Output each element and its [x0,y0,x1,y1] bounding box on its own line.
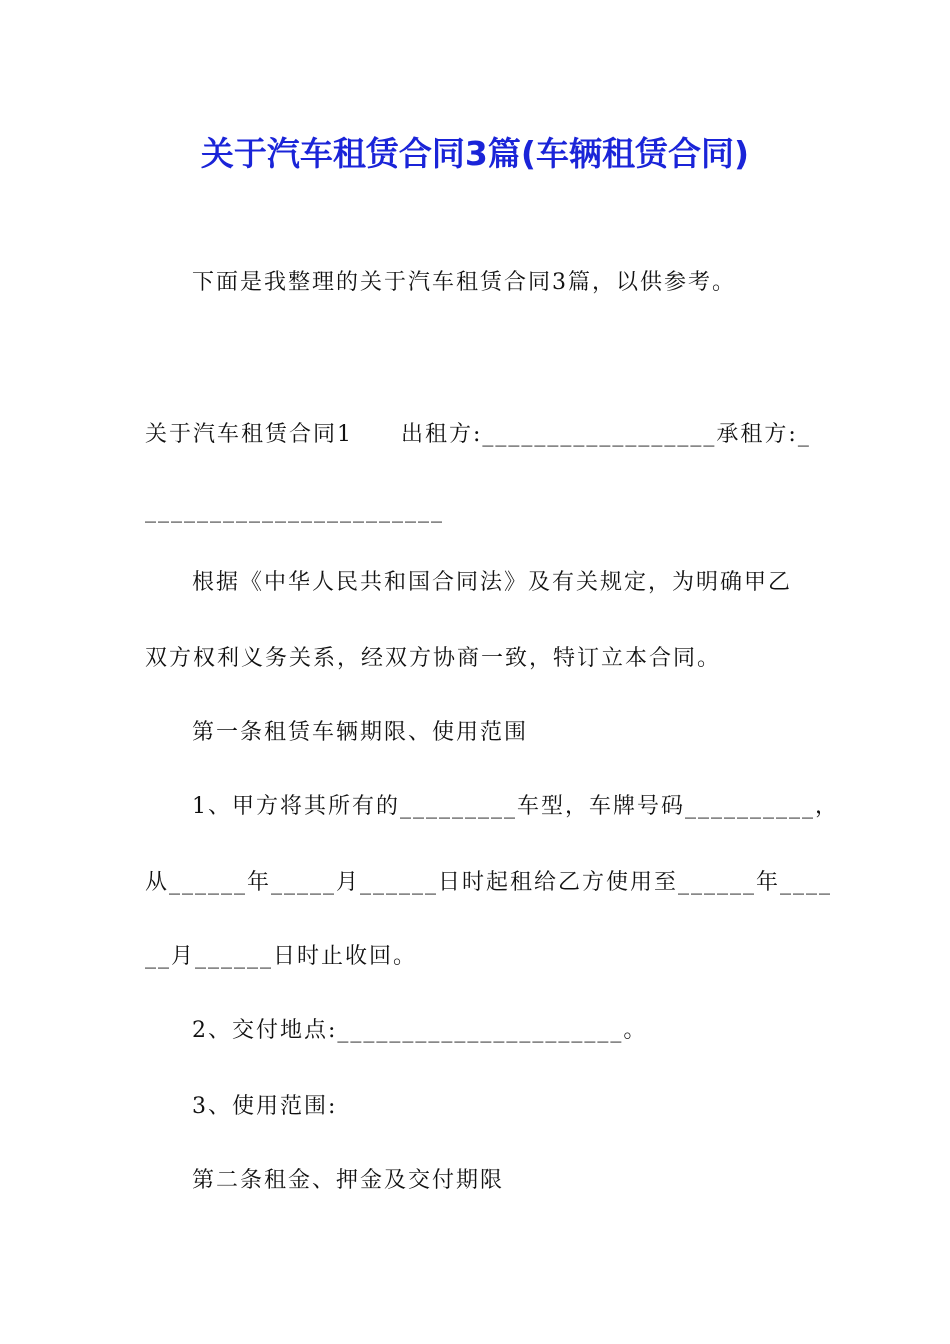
clause-1-line-1: 1、甲方将其所有的_________车型，车牌号码__________， [192,794,839,819]
preamble-line-1: 根据《中华人民共和国合同法》及有关规定，为明确甲乙 [192,570,793,595]
clause-1-line-2: 从______年_____月______日时起租给乙方使用至______年____ [145,870,833,895]
contract-parties-line: 关于汽车租赁合同1 出租方:__________________承租方:_ [145,422,811,447]
article-2-heading: 第二条租金、押金及交付期限 [192,1168,505,1193]
article-1-heading: 第一条租赁车辆期限、使用范围 [192,720,529,745]
clause-1-line-3: __月______日时止收回。 [145,944,418,969]
document-title: 关于汽车租赁合同3篇(车辆租赁合同) [200,134,750,173]
intro-paragraph: 下面是我整理的关于汽车租赁合同3篇，以供参考。 [192,270,736,295]
preamble-line-2: 双方权利义务关系，经双方协商一致，特订立本合同。 [145,646,722,671]
clause-3-line: 3、使用范围: [192,1094,338,1119]
contract-parties-blank: _______________________ [145,498,444,523]
clause-2-line: 2、交付地点:______________________。 [192,1018,648,1043]
